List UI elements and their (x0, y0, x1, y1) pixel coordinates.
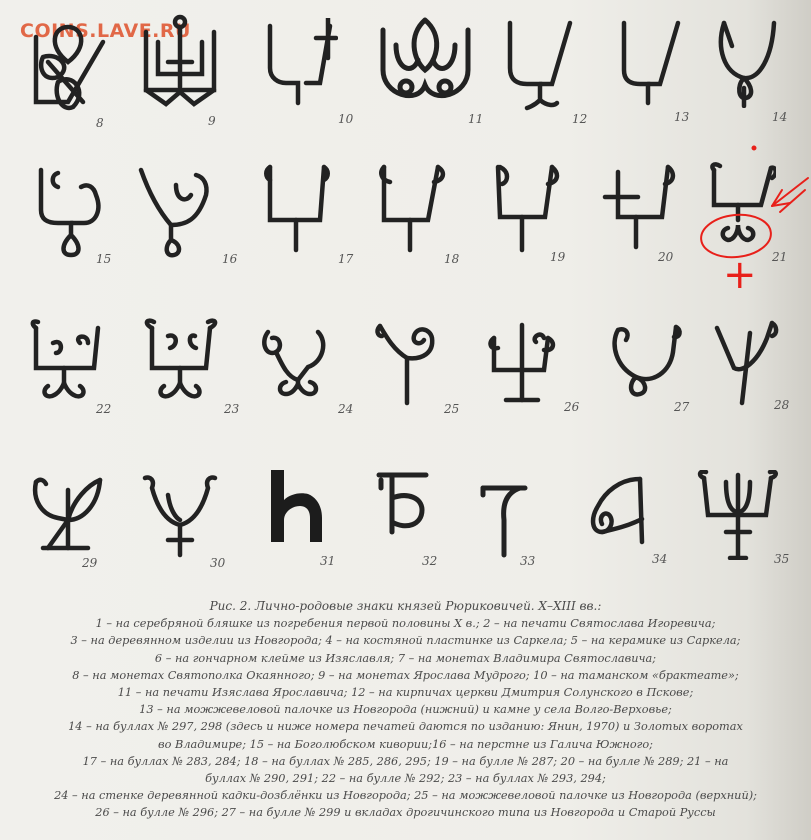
figure-number: 20 (658, 250, 674, 264)
caption-line: 17 – на буллах № 283, 284; 18 – на буллах № 285, 286, 295; 19 – на булле № 287; 20 – на булле № 289; 21 – на (82, 754, 729, 768)
figure-number: 22 (96, 402, 112, 416)
figure-number: 32 (422, 554, 438, 568)
caption-line: во Владимире; 15 – на Боголюбском кивории;16 – на перстне из Галича Южного; (158, 737, 653, 751)
caption-line: 8 – на монетах Святополка Окаянного; 9 – на монетах Ярослава Мудрого; 10 – на таманском «брактеате»; (72, 668, 739, 682)
caption-line: 6 – на гончарном клейме из Изяславля; 7 – на монетах Владимира Святославича; (154, 651, 657, 665)
figure-number: 33 (520, 554, 536, 568)
figure-number: 30 (210, 556, 226, 570)
figure-number: 31 (320, 554, 336, 568)
figure-number: 13 (674, 110, 690, 124)
caption-line: 13 – на можжевеловой палочке из Новгорода (нижний) и камне у села Волго-Верховье; (139, 703, 672, 717)
figure-number: 25 (444, 402, 460, 416)
figure-number: 15 (96, 252, 112, 266)
site-watermark: COINS.LAVE.RU (20, 20, 191, 42)
figure-number: 12 (572, 112, 588, 126)
caption-line: 1 – на серебряной бляшке из погребения первой половины X в.; 2 – на печати Святослава Игоревича; (95, 617, 716, 631)
figure-number: 14 (772, 110, 788, 124)
caption-line: буллах № 290, 291; 22 – на булле № 292; 23 – на буллах № 293, 294; (205, 772, 606, 786)
figure-number: 26 (564, 400, 580, 414)
figure-number: 19 (550, 250, 566, 264)
figure-number: 21 (772, 250, 788, 264)
caption-title: Рис. 2. Лично-родовые знаки князей Рюриковичей. X–XIII вв.: (209, 599, 602, 613)
figure-number: 18 (444, 252, 460, 266)
figure-number: 9 (208, 114, 216, 128)
figure-number: 35 (774, 552, 790, 566)
caption-line: 3 – на деревянном изделии из Новгорода; 4 – на костяной пластинке из Саркела; 5 – на керамике из Саркела; (70, 634, 741, 648)
caption-line: 26 – на булле № 296; 27 – на булле № 299 и вкладах дрогичинского типа из Новгорода и Старой Руссы (95, 806, 716, 820)
figure-number: 16 (222, 252, 238, 266)
figure-number: 24 (338, 402, 354, 416)
figure-number: 27 (674, 400, 690, 414)
figure-number: 23 (224, 402, 240, 416)
figure-number: 10 (338, 112, 354, 126)
caption-line: 14 – на буллах № 297, 298 (здесь и ниже номера печатей даются по изданию: Янин, 1970) и Золотых воротах (68, 720, 743, 734)
figure-number: 8 (96, 116, 104, 130)
figure-number: 11 (468, 112, 484, 126)
figure-number: 17 (338, 252, 354, 266)
figure-number: 28 (774, 398, 790, 412)
caption-line: 11 – на печати Изяслава Ярославича; 12 – на кирпичах церкви Дмитрия Солунского в Пскове; (117, 686, 694, 700)
plus-mark: + (723, 252, 757, 298)
figure-number: 34 (652, 552, 668, 566)
caption-line: 24 – на стенке деревянной кадки-дозблёнки из Новгорода; 25 – на можжевеловой палочке из Новгорода (верхний); (54, 789, 757, 803)
figure-number: 29 (82, 556, 98, 570)
